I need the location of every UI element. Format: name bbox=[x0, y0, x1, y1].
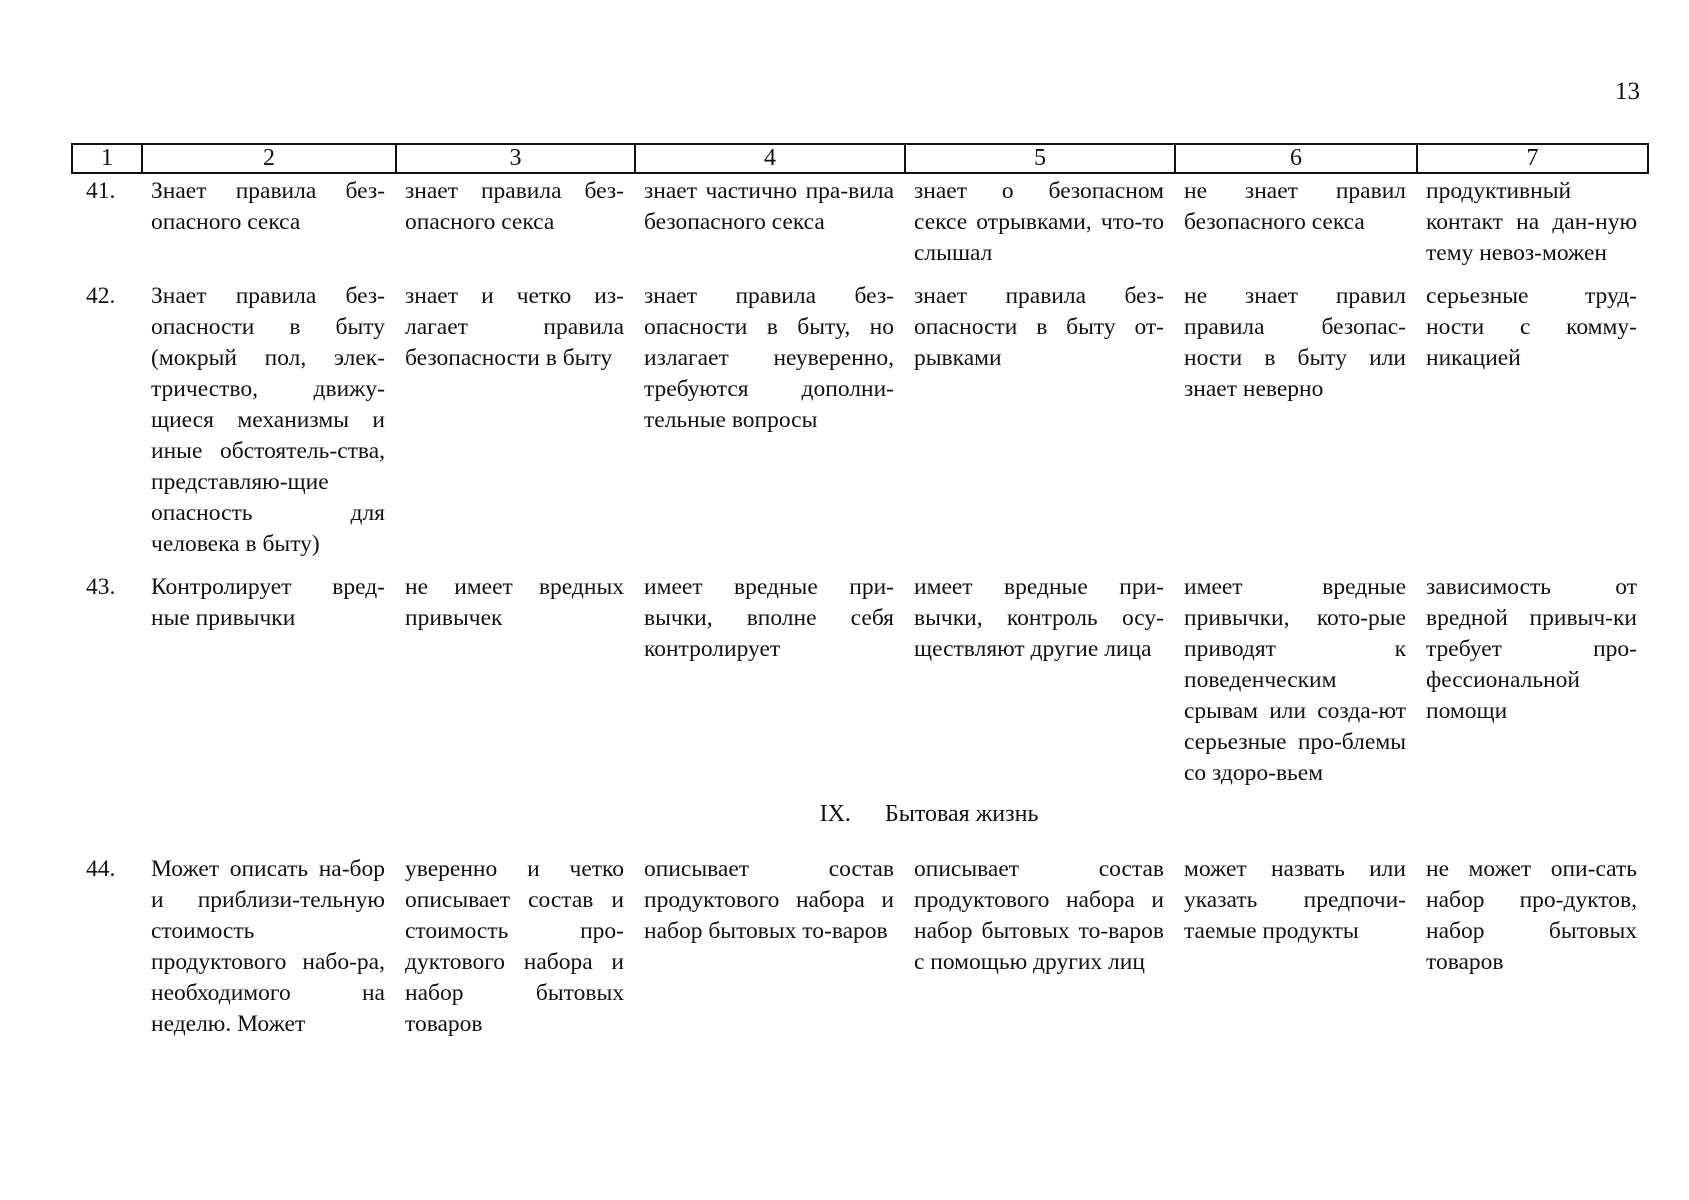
header-col-1: 1 bbox=[72, 144, 142, 173]
row-number: 44. bbox=[86, 856, 116, 882]
table-row-42 bbox=[71, 281, 1647, 560]
level-cell: знает и четко из-лагает правила безопасности в быту bbox=[405, 283, 624, 371]
level-cell: имеет вредные привычки, кото-рые приводят к поведенческим срывам или созда-ют серьезные про-блемы со здоро-вьем bbox=[1184, 574, 1406, 786]
level-cell: не может опи-сать набор про-дуктов, набор бытовых товаров bbox=[1426, 856, 1637, 975]
level-cell: знает о безопасном сексе отрывками, что-то слышал bbox=[914, 178, 1164, 266]
level-cell: знает правила без-опасности в быту от-рывками bbox=[914, 283, 1164, 371]
table-row-41 bbox=[71, 176, 1647, 269]
header-col-5: 5 bbox=[905, 144, 1175, 173]
row-number: 43. bbox=[86, 574, 116, 600]
level-cell: описывает состав продуктового набора и набор бытовых то-варов bbox=[644, 856, 894, 944]
header-col-6: 6 bbox=[1175, 144, 1417, 173]
level-cell: знает частично пра-вила безопасного секса bbox=[644, 178, 894, 235]
row-number: 41. bbox=[86, 178, 116, 204]
level-cell: серьезные труд-ности с комму-никацией bbox=[1426, 283, 1637, 371]
level-cell: зависимость от вредной привыч-ки требует про-фессиональной помощи bbox=[1426, 574, 1637, 724]
page-number: 13 bbox=[1615, 78, 1640, 105]
section-number: IX. bbox=[819, 801, 851, 827]
level-cell: может назвать или указать предпочи-таемые продукты bbox=[1184, 856, 1406, 944]
level-cell: знает правила без-опасного секса bbox=[405, 178, 624, 235]
table-body bbox=[71, 176, 1647, 1040]
level-cell: знает правила без-опасности в быту, но излагает неуверенно, требуются дополни-тельные вопросы bbox=[644, 283, 894, 433]
level-cell: не имеет вредных привычек bbox=[405, 574, 624, 631]
table-row-44 bbox=[71, 854, 1647, 1040]
criterion-cell: Может описать на-бор и приблизи-тельную стоимость продуктового набо-ра, необходимого на неделю. Может bbox=[151, 856, 385, 1037]
section-heading bbox=[71, 789, 1647, 854]
level-cell: продуктивный контакт на дан-ную тему невоз-можен bbox=[1426, 178, 1637, 266]
row-number: 42. bbox=[86, 283, 116, 309]
level-cell: уверенно и четко описывает состав и стоимость про-дуктового набора и набор бытовых товаров bbox=[405, 856, 624, 1037]
level-cell: не знает правил правила безопас-ности в быту или знает неверно bbox=[1184, 283, 1406, 402]
section-title: Бытовая жизнь bbox=[884, 801, 1039, 827]
level-cell: не знает правил безопасного секса bbox=[1184, 178, 1406, 235]
level-cell: имеет вредные при-вычки, вполне себя контролирует bbox=[644, 574, 894, 662]
header-col-7: 7 bbox=[1417, 144, 1648, 173]
criterion-cell: Знает правила без-опасности в быту (мокрый пол, элек-тричество, движу-щиеся механизмы и иные обстоятель-ства, представляю-щие опасность для человека в быту) bbox=[151, 283, 385, 557]
table-row-43 bbox=[71, 572, 1647, 789]
criterion-cell: Знает правила без-опасного секса bbox=[151, 178, 385, 235]
header-col-3: 3 bbox=[396, 144, 635, 173]
level-cell: имеет вредные при-вычки, контроль осу-ществляют другие лица bbox=[914, 574, 1164, 662]
column-number-header bbox=[71, 143, 1649, 174]
level-cell: описывает состав продуктового набора и набор бытовых то-варов с помощью других лиц bbox=[914, 856, 1164, 975]
header-col-2: 2 bbox=[142, 144, 396, 173]
criterion-cell: Контролирует вред-ные привычки bbox=[151, 574, 385, 631]
header-col-4: 4 bbox=[635, 144, 905, 173]
